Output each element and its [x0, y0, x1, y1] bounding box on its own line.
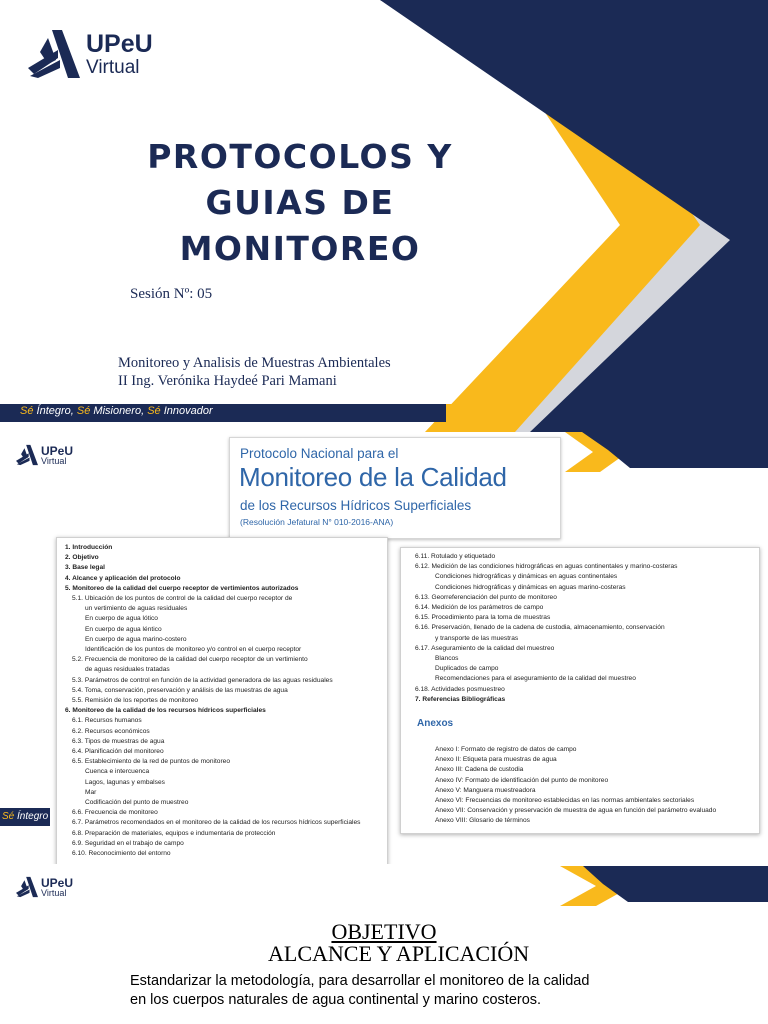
anexo-entry: Anexo III: Cadena de custodia: [435, 766, 524, 774]
toc-entry: 6.9. Seguridad en el trabajo de campo: [72, 839, 184, 847]
upeu-logo-icon: [28, 30, 80, 78]
toc-entry: 6.1. Recursos humanos: [72, 717, 142, 725]
brand-logo: [28, 30, 153, 78]
toc-entry: 6.11. Rotulado y etiquetado: [415, 553, 496, 560]
course-name: Monitoreo y Analisis de Muestras Ambientales: [118, 355, 391, 371]
toc-entry: 6.6. Frecuencia de monitoreo: [72, 809, 158, 817]
toc-entry: En cuerpo de agua marino-costero: [85, 635, 187, 643]
objective-text: [130, 972, 589, 1010]
title-line: PROTOCOLOS Y: [147, 137, 453, 176]
toc-entry: Recomendaciones para el aseguramiento de la calidad del muestreo: [435, 675, 636, 683]
toc-entry: 4. Alcance y aplicación del protocolo: [65, 574, 181, 582]
brand-sub: Virtual: [86, 56, 140, 78]
protocol-line-1: Protocolo Nacional para el: [240, 446, 399, 461]
toc-entry: 6.15. Procedimiento para la toma de muestras: [415, 614, 551, 622]
slide-objective: [0, 864, 768, 1024]
title-line: GUIAS DE: [205, 183, 395, 222]
anexo-entry: Anexo VIII: Glosario de términos: [435, 817, 530, 825]
toc-entry: 5.5. Remisión de los reportes de monitoreo: [72, 697, 199, 704]
brand-name: UPeU: [41, 443, 74, 458]
toc-entry: 6.13. Georreferenciación del punto de monitoreo: [415, 593, 557, 601]
toc-entry: 6.8. Preparación de materiales, equipos e indumentaria de protección: [72, 829, 276, 837]
page-title: [130, 134, 470, 272]
toc-entry: 5.4. Toma, conservación, preservación y análisis de las muestras de agua: [72, 686, 288, 694]
upeu-logo-icon: [16, 444, 38, 466]
tagline: [20, 405, 213, 417]
tagline: [0, 808, 50, 826]
anexo-entry: Anexo I: Formato de registro de datos de campo: [435, 746, 577, 753]
tagline-se: Sé: [20, 405, 34, 417]
toc-entry: 3. Base legal: [65, 564, 105, 572]
brand-sub: Virtual: [41, 887, 67, 898]
tagline-word: Innovador: [160, 405, 213, 417]
toc-entry: 2. Objetivo: [65, 554, 99, 562]
tagline-word: Misionero,: [90, 405, 145, 417]
toc-entry: 6.4. Planificación del monitoreo: [72, 748, 164, 755]
tagline-word: Íntegro: [14, 811, 49, 822]
upeu-logo-icon: [16, 876, 38, 898]
protocol-cover-card: [229, 437, 561, 539]
toc-entry: Cuenca e intercuenca: [85, 768, 150, 776]
toc-entry: y transporte de las muestras: [435, 634, 519, 642]
tagline-se: Sé: [2, 811, 15, 822]
anexo-entry: Anexo II: Etiqueta para muestras de agua: [435, 756, 557, 764]
toc-entry: Condiciones hidrográficas y dinámicas en aguas continentales: [435, 573, 618, 581]
anexo-entry: Anexo V: Manguera muestreadora: [435, 786, 536, 794]
toc-entry: 6.14. Medición de los parámetros de campo: [415, 604, 544, 611]
brand-name: UPeU: [86, 29, 153, 58]
toc-entry: Mar: [85, 788, 97, 796]
tagline-se: Sé: [144, 405, 161, 417]
toc-entry: 6. Monitoreo de la calidad de los recursos hídricos superficiales: [65, 707, 266, 715]
toc-entry: 5. Monitoreo de la calidad del cuerpo receptor de vertimientos autorizados: [65, 584, 299, 592]
footer-accent: [446, 404, 458, 422]
toc-entry: 6.17. Aseguramiento de la calidad del muestreo: [415, 644, 555, 652]
toc-entry: un vertimiento de aguas residuales: [85, 605, 188, 613]
slide-protocol-contents: [0, 432, 768, 864]
tagline-word: Íntegro,: [33, 405, 74, 417]
toc-entry: En cuerpo de agua léntico: [85, 625, 162, 633]
toc-entry: de aguas residuales tratadas: [85, 666, 170, 674]
toc-entry: 5.2. Frecuencia de monitoreo de la calidad del cuerpo receptor de un vertimiento: [72, 656, 308, 664]
protocol-line-2: Monitoreo de la Calidad: [239, 462, 507, 492]
title-line: MONITOREO: [179, 229, 421, 268]
brand-sub: Virtual: [41, 455, 67, 466]
tagline-se: Sé: [73, 405, 91, 417]
instructor-name: II Ing. Verónika Haydeé Pari Mamani: [118, 373, 337, 389]
toc-entry: 6.18. Actividades posmuestreo: [415, 685, 505, 693]
protocol-line-3: de los Recursos Hídricos Superficiales: [240, 498, 472, 513]
protocol-line-4: (Resolución Jefatural N° 010-2016-ANA): [240, 517, 394, 527]
table-of-contents-right: [400, 547, 760, 834]
toc-entry: 6.5. Establecimiento de la red de puntos de monitoreo: [72, 758, 230, 766]
objective-line: en los cuerpos naturales de agua continental y marino costeros.: [130, 992, 542, 1008]
toc-entry: 6.3. Tipos de muestras de agua: [72, 737, 165, 745]
toc-entry: Duplicados de campo: [435, 665, 499, 673]
anexo-entry: Anexo IV: Formato de identificación del punto de monitoreo: [435, 776, 609, 784]
anexo-entry: Anexo VI: Frecuencias de monitoreo establecidas en las normas ambientales sectoriales: [435, 797, 695, 804]
brand-logo: [16, 876, 73, 898]
toc-entry: 6.16. Preservación, llenado de la cadena de custodia, almacenamiento, conservación: [415, 624, 665, 632]
brand-logo: [16, 444, 73, 466]
objective-line: Estandarizar la metodología, para desarrollar el monitoreo de la calidad: [130, 973, 590, 989]
toc-entry: Blancos: [435, 655, 459, 662]
toc-entry: 5.1. Ubicación de los puntos de control de la calidad del cuerpo receptor de: [72, 595, 293, 602]
overlapping-scope-title: ALCANCE Y APLICACIÓN: [268, 941, 530, 966]
toc-entry: 6.2. Recursos económicos: [72, 727, 150, 735]
toc-entry: Codificación del punto de muestreo: [85, 799, 189, 806]
anexo-entry: Anexo VII: Conservación y preservación de muestra de agua en función del parámetro evaluado: [435, 807, 717, 815]
table-of-contents-left: [56, 537, 388, 864]
session-number: Sesión Nº: 05: [130, 286, 213, 302]
toc-entry: 6.10. Reconocimiento del entorno: [72, 850, 171, 857]
toc-entry: 5.3. Parámetros de control en función de la actividad generadora de las aguas residuales: [72, 676, 333, 684]
toc-entry: 6.7. Parámetros recomendados en el monitoreo de la calidad de los recursos hídricos superficiales: [72, 819, 361, 827]
course-info: [118, 354, 391, 390]
toc-entry: En cuerpo de agua lótico: [85, 615, 158, 623]
toc-entry: 1. Introducción: [65, 544, 113, 551]
toc-entry: 7. Referencias Bibliográficas: [415, 695, 506, 703]
toc-entry: 6.12. Medición de las condiciones hidrográficas en aguas continentales y marino-costeras: [415, 563, 678, 571]
toc-entry: Condiciones hidrográficas y dinámicas en aguas marino-costeras: [435, 583, 626, 591]
toc-entry: Identificación de los puntos de monitoreo y/o control en el cuerpo receptor: [85, 646, 302, 653]
objective-title-text: OBJETIVO: [331, 919, 437, 944]
slide-title: [0, 0, 768, 432]
brand-name: UPeU: [41, 875, 74, 890]
anexos-title: Anexos: [417, 718, 454, 729]
toc-entry: Lagos, lagunas y embalses: [85, 778, 165, 786]
